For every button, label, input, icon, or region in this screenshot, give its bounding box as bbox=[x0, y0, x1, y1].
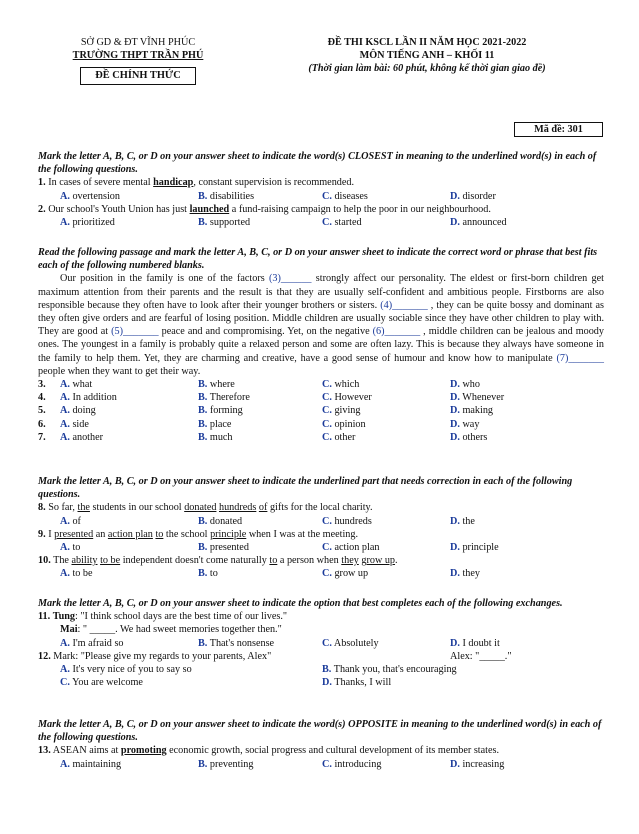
blank-7: (7)_______ bbox=[556, 352, 604, 364]
question-8: 8. So far, the students in our school donated hundreds of gifts for the local charity. bbox=[38, 502, 373, 514]
option-d[interactable]: D. principle bbox=[450, 542, 499, 553]
option-a[interactable]: A. side bbox=[60, 418, 89, 430]
option-b[interactable]: B. donated bbox=[198, 515, 243, 527]
blank-6: (6)_______ bbox=[372, 326, 421, 338]
option-c[interactable]: C. other bbox=[322, 431, 356, 443]
option-b[interactable]: B. presented bbox=[198, 542, 249, 553]
underlined-word: handicap bbox=[153, 177, 194, 189]
section-instruction: Mark the letter A, B, C, or D on your answer sheet to indicate the option that best completes each of the following exchanges. bbox=[38, 598, 563, 609]
question-1 bbox=[38, 176, 604, 189]
option-d[interactable]: D. making bbox=[450, 405, 494, 417]
option-a[interactable]: A. another bbox=[60, 431, 104, 443]
options-q9 bbox=[38, 541, 604, 554]
exam-title: ĐỀ THI KSCL LẦN II NĂM HỌC 2021-2022 bbox=[327, 37, 527, 48]
option-b[interactable]: B. supported bbox=[198, 217, 251, 228]
question-text: , constant supervision is recommended. bbox=[193, 177, 355, 189]
question-number: 6. bbox=[38, 418, 46, 430]
exam-header bbox=[252, 36, 602, 76]
section-closest-meaning bbox=[38, 150, 604, 229]
options-q6 bbox=[38, 418, 604, 431]
underlined-word: launched bbox=[189, 203, 230, 215]
option-c[interactable]: C. grow up bbox=[322, 568, 369, 580]
option-c[interactable]: C. opinion bbox=[322, 418, 366, 430]
option-a[interactable]: A. to be bbox=[60, 568, 93, 580]
option-b[interactable]: B. where bbox=[198, 379, 235, 391]
option-d[interactable]: D. the bbox=[450, 515, 475, 527]
question-12: 12. Mark: "Please give my regards to your parents, Alex" Alex: "_____." bbox=[38, 650, 512, 662]
blank-5: (5)_______ bbox=[111, 326, 159, 338]
question-number: 5. bbox=[38, 405, 46, 417]
question-number: 7. bbox=[38, 431, 46, 443]
option-c[interactable]: C. hundreds bbox=[322, 515, 372, 527]
option-c[interactable]: C. started bbox=[322, 217, 362, 228]
option-a[interactable]: A. overtension bbox=[60, 190, 120, 202]
section-reading-passage bbox=[38, 246, 604, 444]
question-9: 9. I presented an action plan to the school principle when I was at the meeting. bbox=[38, 528, 359, 540]
option-d[interactable]: D. way bbox=[450, 418, 480, 430]
option-c[interactable]: C. introducing bbox=[322, 758, 382, 770]
options-q10 bbox=[38, 567, 604, 580]
options-q12-row1 bbox=[38, 663, 604, 676]
option-a[interactable]: A. what bbox=[60, 379, 93, 391]
exam-code: Mã đề: 301 bbox=[514, 122, 603, 137]
option-d[interactable]: D. Thanks, I will bbox=[322, 677, 392, 689]
question-11-reply: Mai: " _____. We had sweet memories together then." bbox=[60, 624, 282, 636]
question-number: 1. bbox=[38, 177, 46, 189]
options-q13 bbox=[38, 758, 604, 771]
option-d[interactable]: D. Whenever bbox=[450, 392, 505, 404]
option-c[interactable]: C. However bbox=[322, 392, 372, 404]
question-13: 13. ASEAN aims at promoting economic growth, social progress and cultural development of its member states. bbox=[38, 745, 500, 757]
options-q12-row2 bbox=[38, 676, 604, 689]
option-b[interactable]: B. disabilities bbox=[198, 190, 255, 202]
option-d[interactable]: D. announced bbox=[450, 217, 507, 228]
option-d[interactable]: D. increasing bbox=[450, 758, 505, 770]
question-text: In cases of severe mental bbox=[45, 177, 154, 189]
question-number: 4. bbox=[38, 392, 46, 404]
option-a[interactable]: A. prioritized bbox=[60, 217, 115, 228]
option-a[interactable]: A. doing bbox=[60, 405, 96, 417]
department-name: SỞ GD & ĐT VĨNH PHÚC bbox=[80, 37, 196, 48]
section-instruction: Read the following passage and mark the letter A, B, C, or D on your answer sheet to indicate the correct word or phrase that best fits each of the following numbered blanks. bbox=[38, 247, 598, 272]
option-d[interactable]: D. disorder bbox=[450, 190, 496, 202]
option-b[interactable]: B. Thank you, that's encouraging bbox=[322, 663, 457, 675]
option-c[interactable]: C. giving bbox=[322, 405, 361, 417]
school-header bbox=[40, 36, 236, 85]
question-text: a fund-raising campaign to help the poor in our neighbourhood. bbox=[229, 203, 491, 215]
blank-4: (4)_______ bbox=[380, 299, 428, 311]
option-b[interactable]: B. to bbox=[198, 568, 218, 580]
school-name: TRƯỜNG THPT TRẦN PHÚ bbox=[72, 50, 204, 62]
options-q3 bbox=[38, 378, 604, 391]
blank-3: (3)______ bbox=[269, 273, 312, 285]
option-c[interactable]: C. You are welcome bbox=[60, 677, 143, 689]
official-exam-label: ĐỀ CHÍNH THỨC bbox=[80, 67, 195, 84]
reading-passage: Our position in the family is one of the factors (3)______ strongly affect our personality. The eldest or first-born children get maximum attention from their parents and the result is that they are usually self-confident and ambitious people. Firstborns are also responsible because they often have to look after their younger brothers or sisters. (4)_______ , they can be quite bossy and dominant as they often give orders and are fearful of losing position. Middle children are usually sociable since they have other children to play with. They are good at (5)_______ peace and and compromising. Yet, on the negative (6)_______ , middle children can be jealous and moody ones. The youngest in a family is probably quite a relaxed person and some are often lazy. This is because they always have someone in the family to help them. Yet, they are charming and creative, have a good sense of humour and know how to manipulate (7)_______ people when they want to get their way. bbox=[38, 273, 605, 377]
option-c[interactable]: C. which bbox=[322, 379, 360, 391]
question-12-reply: Alex: "_____." bbox=[450, 650, 512, 662]
option-a[interactable]: A. of bbox=[60, 515, 81, 527]
options-q1 bbox=[38, 190, 604, 203]
option-b[interactable]: B. forming bbox=[198, 405, 243, 417]
option-a[interactable]: A. to bbox=[60, 542, 81, 553]
option-a[interactable]: A. In addition bbox=[60, 392, 117, 404]
section-error-correction bbox=[38, 475, 604, 581]
options-q2 bbox=[38, 216, 604, 229]
question-number: 3. bbox=[38, 379, 46, 391]
question-2 bbox=[38, 203, 604, 216]
option-a[interactable]: A. maintaining bbox=[60, 758, 122, 770]
option-b[interactable]: B. That's nonsense bbox=[198, 637, 275, 649]
option-b[interactable]: B. place bbox=[198, 418, 232, 430]
options-q5 bbox=[38, 404, 604, 417]
option-a[interactable]: A. It's very nice of you to say so bbox=[60, 663, 192, 675]
option-d[interactable]: D. who bbox=[450, 379, 480, 391]
question-text: Our school's Youth Union has just bbox=[45, 203, 190, 215]
section-opposite-meaning bbox=[38, 718, 604, 771]
options-q11 bbox=[38, 637, 604, 650]
question-11: 11. Tung: "I think school days are the best time of our lives." bbox=[38, 611, 288, 623]
section-instruction: Mark the letter A, B, C, or D on your answer sheet to indicate the word(s) OPPOSITE in meaning to the underlined word(s) in each of the following questions. bbox=[38, 719, 602, 744]
section-exchanges bbox=[38, 597, 604, 689]
option-b[interactable]: B. much bbox=[198, 431, 233, 443]
question-10: 10. The ability to be independent doesn't come naturally to a person when they grow up. bbox=[38, 555, 398, 567]
section-instruction: Mark the letter A, B, C, or D on your answer sheet to indicate the word(s) CLOSEST in meaning to the underlined word(s) in each of the following questions. bbox=[38, 151, 597, 176]
option-c[interactable]: C. action plan bbox=[322, 542, 380, 553]
options-q7 bbox=[38, 431, 604, 444]
option-c[interactable]: C. diseases bbox=[322, 190, 368, 202]
options-q4 bbox=[38, 391, 604, 404]
options-q8 bbox=[38, 515, 604, 528]
option-b[interactable]: B. Therefore bbox=[198, 392, 250, 404]
option-b[interactable]: B. preventing bbox=[198, 758, 254, 770]
option-a[interactable]: A. I'm afraid so bbox=[60, 637, 124, 649]
question-number: 2. bbox=[38, 203, 46, 215]
option-c[interactable]: C. Absolutely bbox=[322, 637, 379, 649]
exam-duration: (Thời gian làm bài: 60 phút, không kể thời gian giao đề) bbox=[308, 63, 546, 75]
option-d[interactable]: D. they bbox=[450, 568, 480, 580]
section-instruction: Mark the letter A, B, C, or D on your answer sheet to indicate the underlined part that needs correction in each of the following questions. bbox=[38, 476, 573, 501]
option-d[interactable]: D. I doubt it bbox=[450, 637, 500, 649]
option-d[interactable]: D. others bbox=[450, 431, 488, 443]
exam-subject: MÔN TIẾNG ANH – KHỐI 11 bbox=[359, 50, 495, 62]
